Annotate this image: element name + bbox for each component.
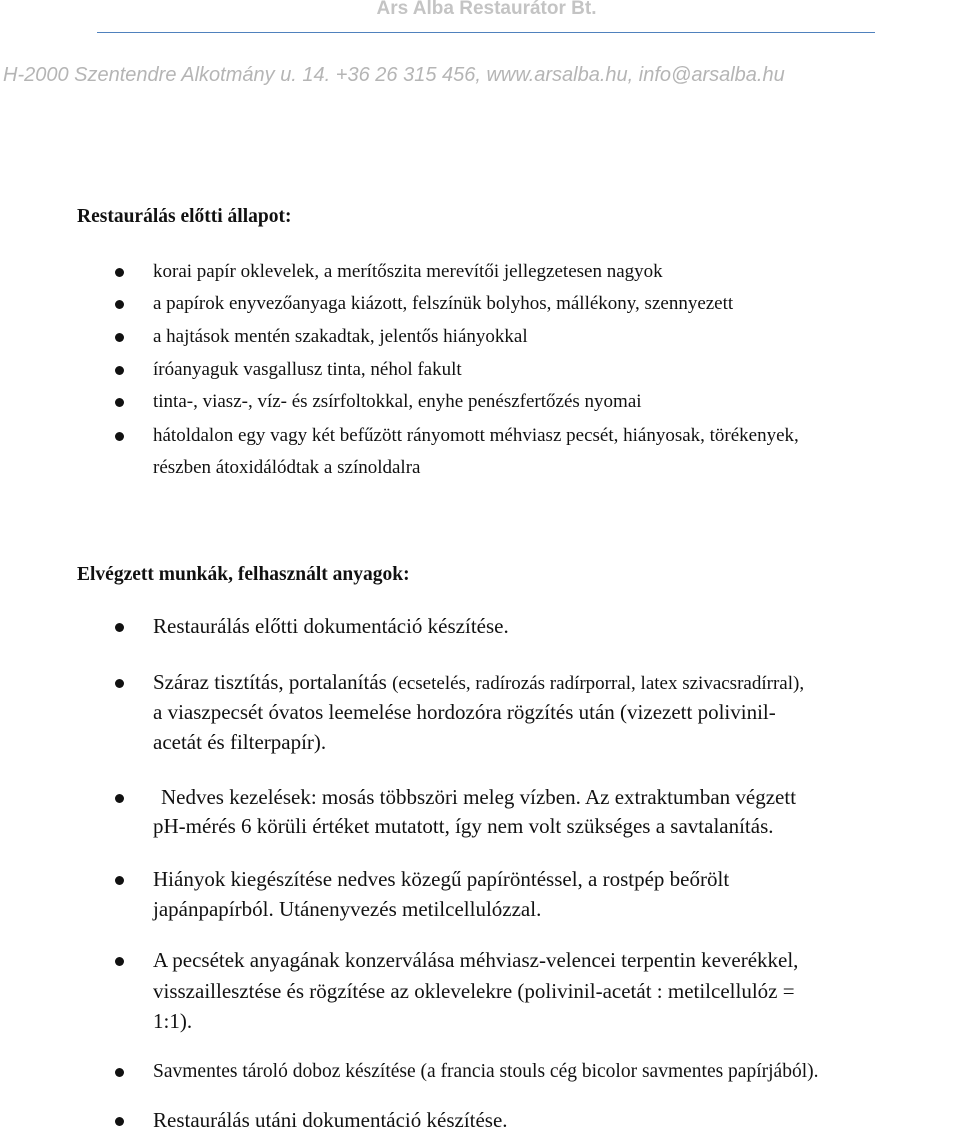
bullet-icon	[115, 432, 124, 441]
before-heading: Restaurálás előtti állapot:	[77, 206, 292, 227]
contact-line: H-2000 Szentendre Alkotmány u. 14. +36 26 315 456, www.arsalba.hu, info@arsalba.hu	[3, 64, 785, 86]
bullet-icon	[115, 679, 124, 688]
bullet-icon	[115, 794, 124, 803]
bullet-icon	[115, 366, 124, 375]
bullet-icon	[115, 268, 124, 277]
bullet-icon	[115, 623, 124, 632]
bullet-icon	[115, 398, 124, 407]
bullet-icon	[115, 1068, 124, 1077]
bullet-icon	[115, 300, 124, 309]
bullet-icon	[115, 876, 124, 885]
header-rule	[97, 32, 875, 33]
bullet-icon	[115, 333, 124, 342]
company-name: Ars Alba Restaurátor Bt.	[376, 0, 597, 19]
work-heading: Elvégzett munkák, felhasznált anyagok:	[77, 564, 410, 585]
bullet-icon	[115, 957, 124, 966]
bullet-icon	[115, 1117, 124, 1126]
